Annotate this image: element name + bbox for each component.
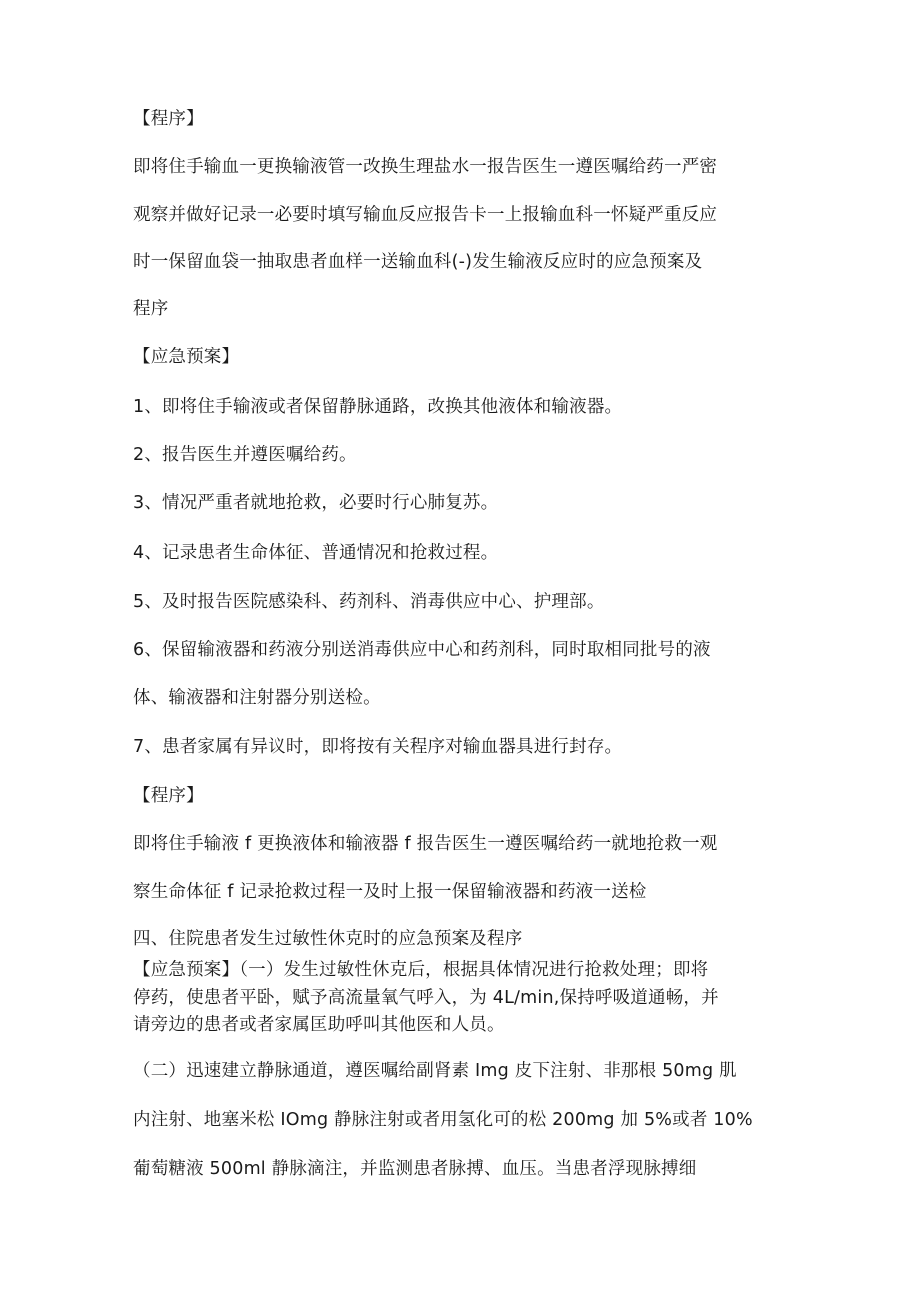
paragraph-line: 请旁边的患者或者家属匡助呼叫其他医和人员。 — [133, 1015, 505, 1035]
list-item: 7、患者家属有异议时，即将按有关程序对输血器具进行封存。 — [133, 737, 623, 757]
paragraph-line: 程序 — [133, 299, 169, 319]
paragraph-line: 时一保留血袋一抽取患者血样一送输血科(-)发生输液反应时的应急预案及 — [133, 252, 703, 272]
section-heading-procedure: 【程序】 — [133, 786, 204, 806]
paragraph-line: 察生命体征 f 记录抢救过程一及时上报一保留输液器和药液一送检 — [133, 882, 647, 902]
paragraph-line: 观察并做好记录一必要时填写输血反应报告卡一上报输血科一怀疑严重反应 — [133, 205, 718, 225]
paragraph-line: 内注射、地塞米松 IOmg 静脉注射或者用氢化可的松 200mg 加 5%或者 10% — [133, 1110, 753, 1130]
paragraph-line: 即将住手输液 f 更换液体和输液器 f 报告医生一遵医嘱给药一就地抢救一观 — [133, 834, 718, 854]
paragraph-line: 葡萄糖液 500ml 静脉滴注，并监测患者脉搏、血压。当患者浮现脉搏细 — [133, 1159, 697, 1179]
paragraph-line: 停药，使患者平卧，赋予高流量氧气呼入，为 4L∕min,保持呼吸道通畅，并 — [133, 988, 719, 1008]
section-heading-procedure: 【程序】 — [133, 109, 204, 129]
paragraph-line: 即将住手输血一更换输液管一改换生理盐水一报告医生一遵医嘱给药一严密 — [133, 157, 718, 177]
paragraph-line: （二）迅速建立静脉通道，遵医嘱给副肾素 Img 皮下注射、非那根 50mg 肌 — [133, 1061, 737, 1081]
list-item: 2、报告医生并遵医嘱给药。 — [133, 445, 357, 465]
list-item: 4、记录患者生命体征、普通情况和抢救过程。 — [133, 543, 499, 563]
paragraph-line: 【应急预案】（一）发生过敏性休克后，根据具体情况进行抢救处理；即将 — [133, 960, 709, 980]
list-item-continuation: 体、输液器和注射器分别送检。 — [133, 688, 381, 708]
list-item: 6、保留输液器和药液分别送消毒供应中心和药剂科，同时取相同批号的液 — [133, 640, 711, 660]
list-item: 5、及时报告医院感染科、药剂科、消毒供应中心、护理部。 — [133, 592, 605, 612]
list-item: 3、情况严重者就地抢救，必要时行心肺复苏。 — [133, 493, 499, 513]
list-item: 1、即将住手输液或者保留静脉通路，改换其他液体和输液器。 — [133, 397, 623, 417]
section-heading-emergency-plan: 【应急预案】 — [133, 347, 240, 367]
section-title: 四、住院患者发生过敏性休克时的应急预案及程序 — [133, 929, 523, 949]
